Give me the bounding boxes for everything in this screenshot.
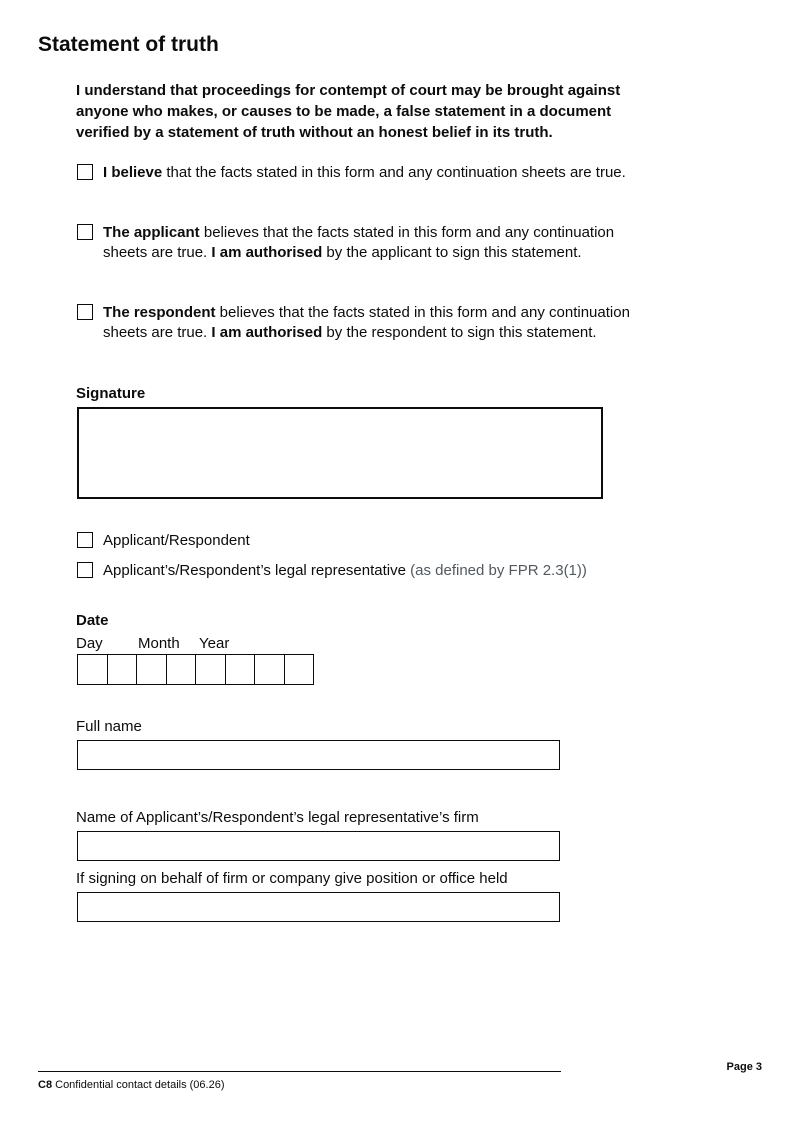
option-rest: believes that the facts stated in this form and any continuation sheets are true. [103,224,615,261]
full-name-field[interactable] [77,740,560,770]
truth-option-i-believe [76,163,636,183]
checkbox-applicant-believes[interactable] [77,224,93,240]
checkbox-i-believe[interactable] [77,164,93,180]
option-rest-2: by the applicant to sign this statement. [322,244,582,261]
declaration-text: I understand that proceedings for contempt of court may be brought against anyone who makes, or causes to be made, a false statement in a document verified by a statement of truth without an honest belief in its truth. [76,82,621,141]
date-day-digit-2[interactable] [107,654,138,685]
option-rest-2: by the respondent to sign this statement. [322,324,597,341]
role-text [103,561,636,581]
option-rest: believes that the facts stated in this form and any continuation sheets are true. [103,304,630,341]
option-text [103,303,636,343]
truth-option-respondent [76,303,636,343]
role-label: Applicant/Respondent [103,532,250,549]
option-bold: The applicant [103,224,200,241]
truth-option-applicant [76,223,636,263]
date-year-digit-1[interactable] [195,654,226,685]
role-note: (as defined by FPR 2.3(1)) [405,562,587,579]
date-day-digit-1[interactable] [77,654,108,685]
option-bold-authorised: I am authorised [211,324,323,341]
date-month-digit-2[interactable] [166,654,197,685]
position-label: If signing on behalf of firm or company give position or office held [76,870,508,887]
option-bold: I believe [103,164,163,181]
option-rest: that the facts stated in this form and any continuation sheets are true. [162,164,626,181]
date-year-digit-4[interactable] [284,654,315,685]
date-label: Date [76,612,109,629]
position-field[interactable] [77,892,560,922]
role-applicant-respondent [76,531,636,551]
date-year-label: Year [199,635,230,652]
footer-divider [38,1071,561,1072]
date-month-digit-1[interactable] [136,654,167,685]
checkbox-legal-representative[interactable] [77,562,93,578]
role-label: Applicant’s/Respondent’s legal representative [103,562,406,579]
page-number: Page 3 [726,1061,762,1073]
option-bold: The respondent [103,304,216,321]
option-bold-authorised: I am authorised [211,244,323,261]
footer-form-info [38,1079,225,1091]
date-year-digit-3[interactable] [254,654,285,685]
firm-name-label: Name of Applicant’s/Respondent’s legal representative’s firm [76,809,479,826]
full-name-label: Full name [76,718,142,735]
option-text [103,163,636,183]
checkbox-respondent-believes[interactable] [77,304,93,320]
page-title: Statement of truth [38,33,219,56]
date-day-label: Day [76,635,103,652]
date-input-grid [77,654,313,685]
role-legal-representative [76,561,636,581]
signature-box[interactable] [77,407,603,499]
option-text [103,223,636,263]
date-month-label: Month [138,635,180,652]
checkbox-applicant-respondent[interactable] [77,532,93,548]
date-year-digit-2[interactable] [225,654,256,685]
firm-name-field[interactable] [77,831,560,861]
form-title: Confidential contact details (06.26) [52,1079,225,1091]
form-code: C8 [38,1079,53,1091]
signature-label: Signature [76,385,146,402]
